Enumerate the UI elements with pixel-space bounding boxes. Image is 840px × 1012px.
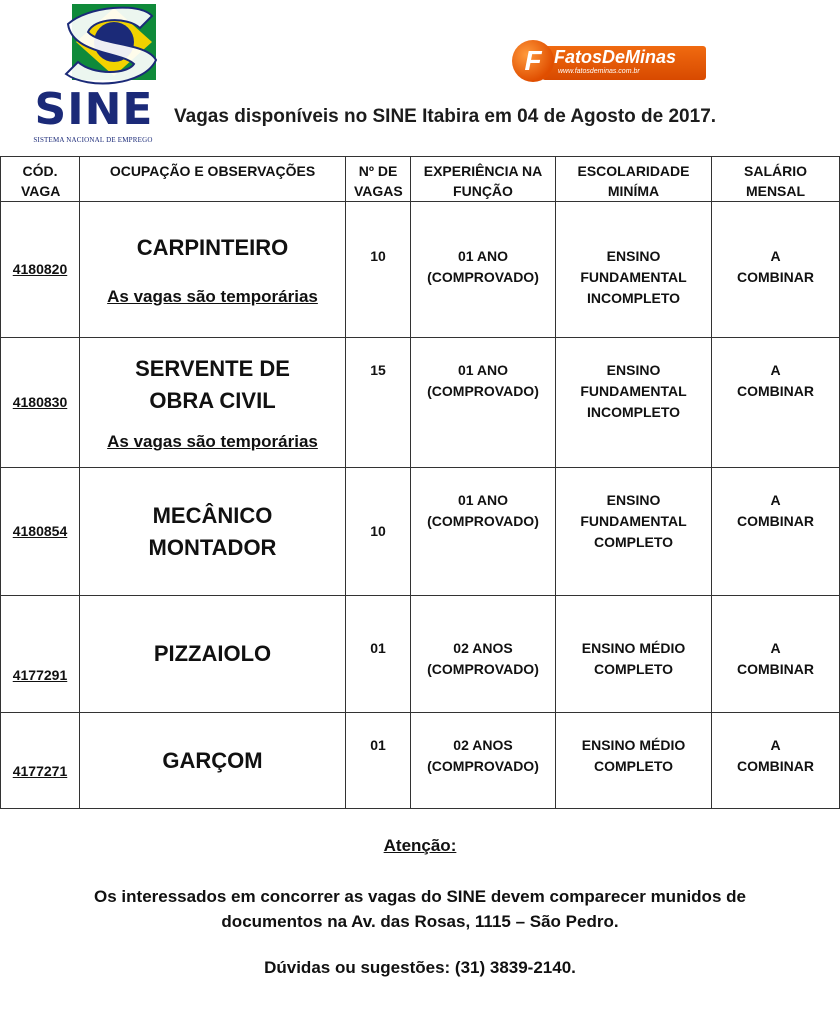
table-row: [1, 596, 840, 713]
occupation-title: PIZZAIOLO: [153, 641, 272, 666]
fatos-url: www.fatosdeminas.com.br: [558, 68, 640, 75]
education-cell: ENSINO FUNDAMENTAL INCOMPLETO: [556, 338, 712, 468]
header-education: ESCOLARIDADE MINÍMA: [556, 157, 712, 202]
salary-cell: A COMBINAR: [712, 338, 840, 468]
count-cell: 01: [346, 713, 411, 809]
education-cell: ENSINO MÉDIO COMPLETO: [556, 596, 712, 713]
occupation-cell: [80, 202, 346, 338]
job-code-link[interactable]: 4180854: [12, 523, 68, 539]
attention-heading: Atenção:: [383, 836, 457, 855]
occupation-title: MECÂNICO MONTADOR: [148, 502, 277, 560]
code-cell: [1, 338, 80, 468]
page-title: Vagas disponíveis no SINE Itabira em 04 de Agosto de 2017.: [174, 106, 717, 127]
experience-cell: 01 ANO (COMPROVADO): [411, 202, 556, 338]
fatos-name: FatosDeMinas: [554, 47, 677, 67]
header-experience: EXPERIÊNCIA NA FUNÇÃO: [411, 157, 556, 202]
code-cell: [1, 596, 80, 713]
notice-text: Os interessados em concorrer as vagas do SINE devem comparecer munidos de documentos na Av. das Rosas, 1115 – São Pedro.: [94, 887, 746, 931]
header-salary: SALÁRIO MENSAL: [712, 157, 840, 202]
sine-subtitle: SISTEMA NACIONAL DE EMPREGO: [33, 136, 153, 144]
contact-text: Dúvidas ou sugestões: (31) 3839-2140.: [264, 958, 576, 977]
job-table: [0, 156, 840, 809]
sine-logo: [28, 2, 158, 144]
salary-cell: A COMBINAR: [712, 202, 840, 338]
occupation-cell: [80, 468, 346, 596]
job-code-link[interactable]: 4180830: [12, 394, 68, 410]
experience-cell: 01 ANO (COMPROVADO): [411, 338, 556, 468]
count-cell: 10: [346, 202, 411, 338]
occupation-title: GARÇOM: [162, 747, 263, 773]
salary-cell: A COMBINAR: [712, 713, 840, 809]
salary-cell: A COMBINAR: [712, 468, 840, 596]
fatos-f-icon: F: [512, 40, 554, 82]
occupation-note: As vagas são temporárias: [107, 431, 318, 451]
table-row: [1, 338, 840, 468]
table-row: [1, 468, 840, 596]
count-cell: 15: [346, 338, 411, 468]
experience-cell: 02 ANOS (COMPROVADO): [411, 596, 556, 713]
occupation-title: SERVENTE DE OBRA CIVIL: [135, 355, 290, 413]
header-count: Nº DE VAGAS: [346, 157, 411, 202]
header-code: CÓD. VAGA: [1, 157, 80, 202]
fatos-de-minas-logo: [512, 40, 706, 82]
count-cell: 10: [346, 468, 411, 596]
salary-cell: A COMBINAR: [712, 596, 840, 713]
occupation-note: As vagas são temporárias: [107, 286, 318, 306]
code-cell: [1, 468, 80, 596]
experience-cell: 02 ANOS (COMPROVADO): [411, 713, 556, 809]
brazil-flag-s-icon: [48, 2, 166, 88]
table-row: [1, 713, 840, 809]
job-code-link[interactable]: 4177291: [12, 666, 68, 683]
fatos-banner: [542, 46, 706, 80]
occupation-title: CARPINTEIRO: [136, 234, 289, 260]
occupation-cell: [80, 596, 346, 713]
code-cell: [1, 713, 80, 809]
sine-wordmark: SINE: [34, 84, 154, 135]
table-header-row: [1, 157, 840, 202]
occupation-cell: [80, 713, 346, 809]
education-cell: ENSINO FUNDAMENTAL COMPLETO: [556, 468, 712, 596]
code-cell: [1, 202, 80, 338]
experience-cell: 01 ANO (COMPROVADO): [411, 468, 556, 596]
education-cell: ENSINO MÉDIO COMPLETO: [556, 713, 712, 809]
table-row: [1, 202, 840, 338]
header-occupation: OCUPAÇÃO E OBSERVAÇÕES: [80, 157, 346, 202]
education-cell: ENSINO FUNDAMENTAL INCOMPLETO: [556, 202, 712, 338]
count-cell: 01: [346, 596, 411, 713]
occupation-cell: [80, 338, 346, 468]
job-code-link[interactable]: 4177271: [12, 763, 68, 779]
job-code-link[interactable]: 4180820: [12, 261, 68, 277]
